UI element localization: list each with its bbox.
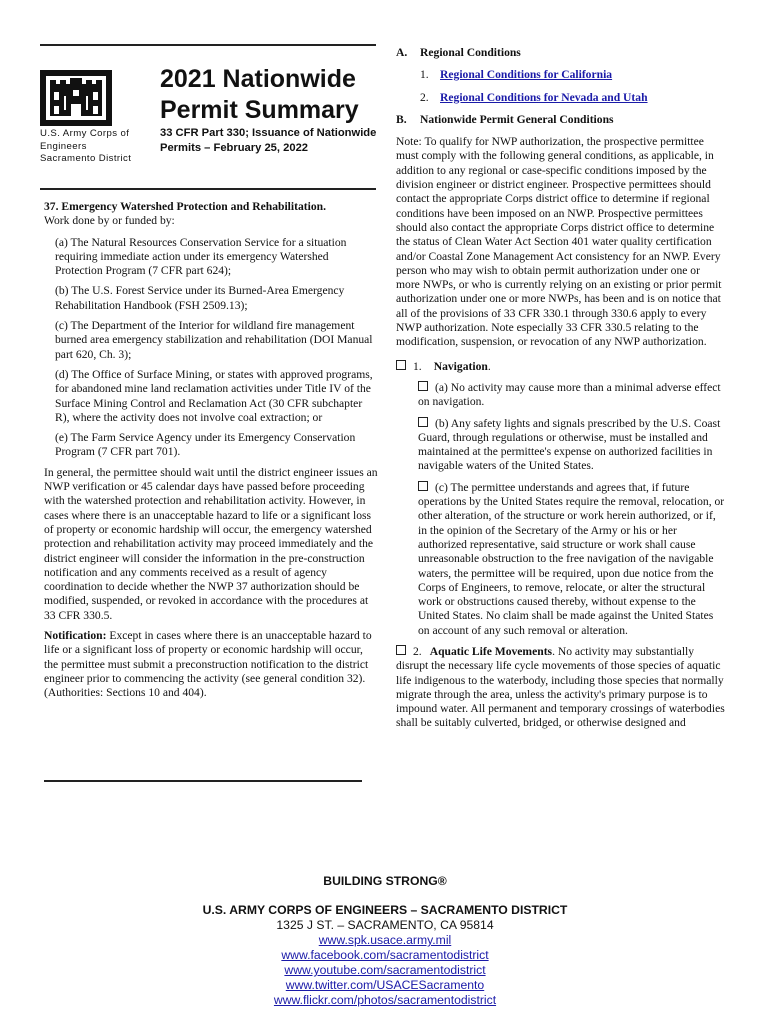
nwp-heading: 37. Emergency Watershed Protection and Rehabilitation. <box>44 200 326 213</box>
notification-text: Except in cases where there is an unacceptable hazard to life or a significant loss of property or economic hardship will occur, the permittee must submit a preconstruction notification to the district engineer prior to commencing the activity (see general condition 32). (Authorities: Sections 10 and 404). <box>44 629 372 700</box>
general-paragraph: In general, the permittee should wait until the district engineer issues an NWP verification or 45 calendar days have passed before proceeding with the watershed protection and rehabilitation activity. However, in cases where there is an unacceptable hazard to life or a significant loss of property or economic hardship will occur, the emergency watershed protection and rehabilitation activity may proceed immediately and the district engineer will consider the information in the pre-construction notification and any comments received as a result of agency coordination to decide whether the NWP 37 authorization should be modified, suspended, or revoked in accordance with the procedures at 33 CFR 330.5. <box>44 465 378 622</box>
condition-1a: (a) No activity may cause more than a minimal adverse effect on navigation. <box>418 380 721 409</box>
header-rule <box>40 188 376 190</box>
nwp-intro: Work done by or funded by: <box>44 214 175 228</box>
conditions-note: Note: To qualify for NWP authorization, the prospective permittee must comply with the following general conditions, as applicable, in addition to any regional or case-specific conditions imposed by the division engineer or district engineer. Prospective permittees should contact the appropriate Corps district office to determine if regional conditions have been imposed on an NWP. Prospective permittees should also contact the appropriate Corps district office to determine the status of Clean Water Act Section 401 water quality certification and/or Coastal Zone Management Act consistency for an NWP. Every person who may wish to obtain permit authorization under one or more NWPs, or who is currently relying on an existing or prior permit authorization under one or more NWPs, has been and is on notice that all of the provisions of 33 CFR 330.1 through 330.6 apply to every NWP authorization. Note especially 33 CFR 330.5 relating to the modification, suspension, or revocation of any NWP authorization. <box>396 135 722 349</box>
footer-address: 1325 J ST. – SACRAMENTO, CA 95814 <box>276 918 494 932</box>
right-column <box>396 46 726 738</box>
top-rule <box>40 44 376 46</box>
condition-1c: (c) The permittee understands and agrees that, if future operations by the United States require the removal, relocation, or other alteration, of the structure or work herein authorized, or if, in the opinion of the Secretary of the Army or his or her authorized representative, said structure or work shall cause unreasonable obstruction to the free navigation of the navigable waters, the permittee will be required, upon due notice from the Corps of Engineers, to remove, relocate, or alter the structural work or obstructions caused thereby, without expense to the United States. No claim shall be made against the United States on account of any such removal or alteration. <box>418 480 725 637</box>
link-youtube[interactable]: www.youtube.com/sacramentodistrict <box>284 963 486 977</box>
link-website[interactable]: www.spk.usace.army.mil <box>318 933 452 947</box>
nwp-item-c: (c) The Department of the Interior for wildland fire management burned area emergency stabilization and rehabilitation (DOI Manual part 620, Ch. 3); <box>55 319 373 361</box>
notification-paragraph <box>44 629 378 700</box>
nwp-item-b: (b) The U.S. Forest Service under its Burned-Area Emergency Rehabilitation Handbook (FSH 2509.13); <box>55 284 345 312</box>
nwp-item-d: (d) The Office of Surface Mining, or states with approved programs, for abandoned mine land reclamation activities under Title IV of the Surface Mining Control and Reclamation Act (30 CFR subchapter R), where the activity does not involve coal extraction; or <box>55 367 373 424</box>
checkbox-icon <box>418 417 428 427</box>
condition-2: 2. Aquatic Life Movements. No activity may substantially disrupt the necessary life cycle movements of those species of aquatic life indigenous to the waterbody, including those species that normally migrate through the area, unless the activity's primary purpose is to impound water. All permanent and temporary crossings of waterbodies shall be suitably culverted, bridged, or otherwise designed and <box>396 644 725 730</box>
link-facebook[interactable]: www.facebook.com/sacramentodistrict <box>281 948 489 962</box>
footer <box>0 874 770 1008</box>
page-subtitle: 33 CFR Part 330; Issuance of Nationwide Permits – February 25, 2022 <box>160 127 377 154</box>
checkbox-icon <box>396 360 406 370</box>
left-column <box>44 200 378 707</box>
section-b-heading: B. Nationwide Permit General Conditions <box>396 112 614 126</box>
notification-label: Notification: <box>44 629 107 643</box>
footer-org: U.S. ARMY CORPS OF ENGINEERS – SACRAMENTO DISTRICT <box>202 903 568 917</box>
castle-logo-icon <box>40 70 112 126</box>
section-a-heading: A. Regional Conditions <box>396 46 521 59</box>
left-bottom-rule <box>44 780 362 782</box>
checkbox-icon <box>396 645 406 655</box>
condition-1-heading: 1. Navigation. <box>396 360 726 374</box>
checkbox-icon <box>418 381 428 391</box>
link-regional-california[interactable]: 1. Regional Conditions for California <box>420 68 613 82</box>
nwp-item-a: (a) The Natural Resources Conservation Service for a situation requiring immediate action under its emergency Watershed Protection Program (7 CFR part 624); <box>55 235 347 278</box>
condition-1b: (b) Any safety lights and signals prescribed by the U.S. Coast Guard, through regulations or otherwise, must be installed and maintained at the permittee's expense on authorized facilities in navigable waters of the United States. <box>418 416 721 473</box>
link-twitter[interactable]: www.twitter.com/USACESacramento <box>285 978 485 992</box>
link-regional-nevada-utah[interactable]: 2. Regional Conditions for Nevada and Utah <box>420 90 648 104</box>
checkbox-icon <box>418 481 428 491</box>
nwp-item-e: (e) The Farm Service Agency under its Emergency Conservation Program (7 CFR part 701). <box>55 431 356 459</box>
org-name: U.S. Army Corps of Engineers Sacramento District <box>40 128 132 164</box>
footer-motto: BUILDING STRONG® <box>323 874 447 888</box>
link-flickr[interactable]: www.flickr.com/photos/sacramentodistrict <box>273 993 497 1007</box>
page-title: 2021 Nationwide Permit Summary <box>160 65 359 124</box>
